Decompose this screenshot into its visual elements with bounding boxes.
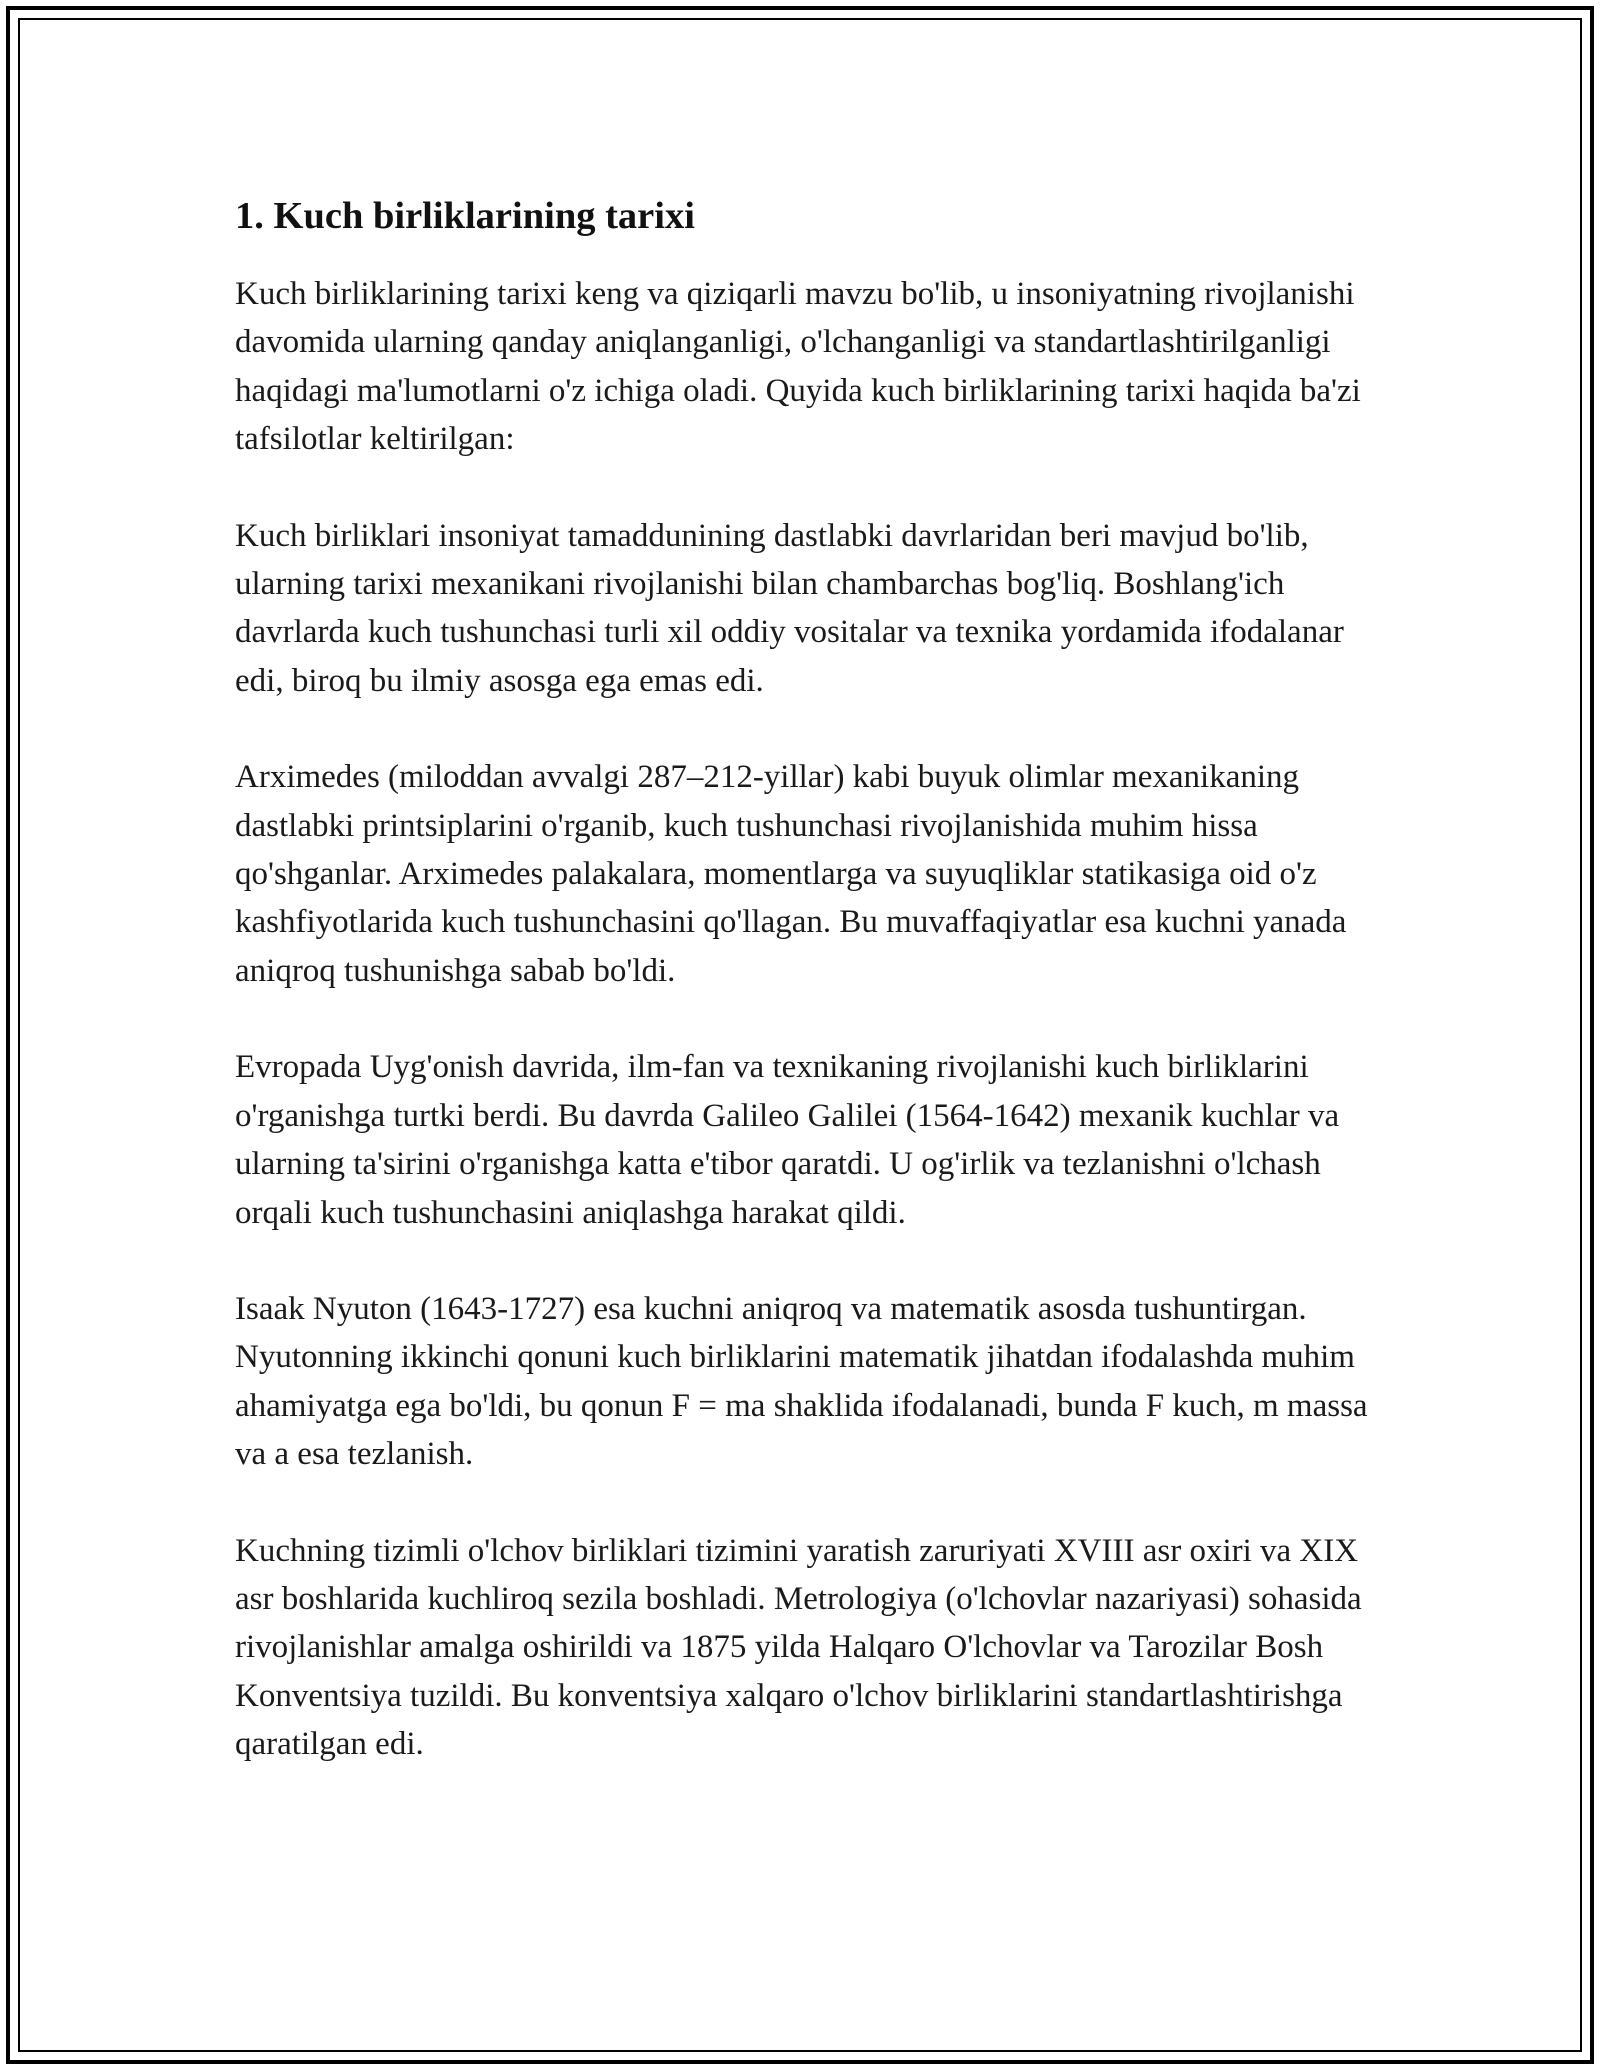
paragraph-early-history: Kuch birliklari insoniyat tamaddunining dastlabki davrlaridan beri mavjud bo'lib, ularning tarixi mexanikani rivojlanishi bilan chambarchas bog'liq. Boshlang'ich davrlarda kuch tushunchasi turli xil oddiy vositalar va texnika yordamida ifodalanar edi, biroq bu ilmiy asosga ega emas edi.	[235, 517, 1344, 699]
paragraph-archimedes: Arximedes (miloddan avvalgi 287–212-yillar) kabi buyuk olimlar mexanikaning dastlabki printsiplarini o'rganib, kuch tushunchasi rivojlanishida muhim hissa qo'shganlar. Arximedes palakalara, momentlarga va suyuqliklar statikasiga oid o'z kashfiyotlarida kuch tushunchasini qo'llagan. Bu muvaffaqiyatlar esa kuchni yanada aniqroq tushunishga sabab bo'ldi.	[235, 759, 1347, 989]
paragraph-metrology: Kuchning tizimli o'lchov birliklari tizimini yaratish zaruriyati XVIII asr oxiri va XIX asr boshlarida kuchliroq sezila boshladi. Metrologiya (o'lchovlar nazariyasi) sohasida rivojlanishlar amalga oshirildi va 1875 yilda Halqaro O'lchovlar va Tarozilar Bosh Konventsiya tuzildi. Bu konventsiya xalqaro o'lchov birliklarini standartlashtirishga qaratilgan edi.	[235, 1532, 1362, 1763]
paragraph-renaissance: Evropada Uyg'onish davrida, ilm-fan va texnikaning rivojlanishi kuch birliklarini o'rganishga turtki berdi. Bu davrda Galileo Galilei (1564-1642) mexanik kuchlar va ularning ta'sirini o'rganishga katta e'tibor qaratdi. U og'irlik va tezlanishni o'lchash orqali kuch tushunchasini aniqlashga harakat qildi.	[235, 1049, 1340, 1231]
section-title: 1. Kuch birliklarining tarixi	[235, 195, 695, 237]
paragraph-newton: Isaak Nyuton (1643-1727) esa kuchni aniqroq va matematik asosda tushuntirgan. Nyutonning ikkinchi qonuni kuch birliklarini matematik jihatdan ifodalashda muhim ahamiyatga ega bo'ldi, bu qonun F = ma shaklida ifodalanadi, bunda F kuch, m massa va a esa tezlanish.	[235, 1290, 1368, 1473]
document-body	[235, 188, 1375, 1817]
paragraph-intro: Kuch birliklarining tarixi keng va qiziqarli mavzu bo'lib, u insoniyatning rivojlanishi davomida ularning qanday aniqlanganligi, o'lchanganligi va standartlashtirilganligi haqidagi ma'lumotlarni o'z ichiga oladi. Quyida kuch birliklarining tarixi haqida ba'zi tafsilotlar keltirilgan:	[235, 276, 1361, 458]
